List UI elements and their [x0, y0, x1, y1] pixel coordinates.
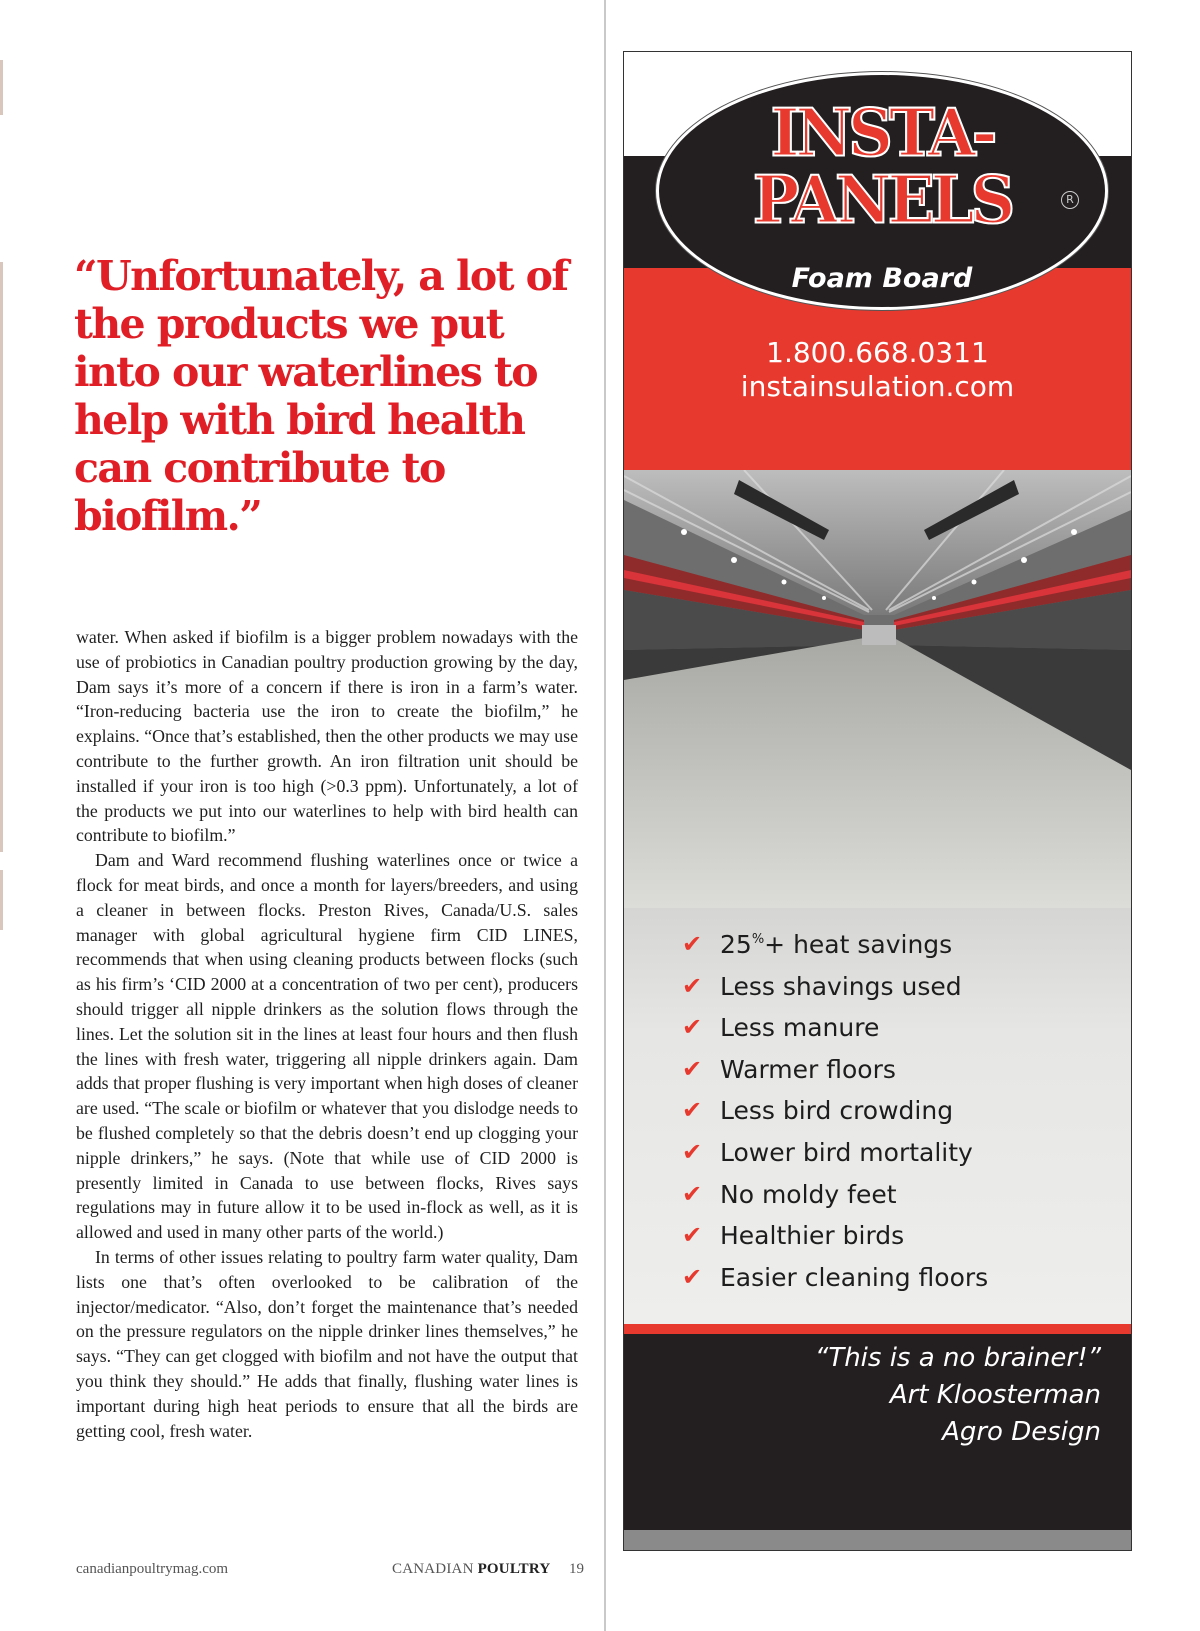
insta-panels-advertisement[interactable] — [623, 51, 1132, 1551]
magazine-name-light: CANADIAN — [392, 1561, 474, 1577]
benefit-text: Healthier birds — [720, 1221, 905, 1251]
check-icon: ✔ — [682, 930, 703, 958]
logo-line-1: INSTA- — [770, 94, 994, 172]
insta-panels-logo — [659, 94, 1105, 239]
pull-quote: “Unfortunately, a lot of the products we put into our waterlines to help with bird health can contribute to biofilm.” — [74, 252, 568, 540]
article-paragraph: water. When asked if biofilm is a bigger problem nowadays with the use of probiotics in Canadian poultry production growing by the day, Dam says it’s more of a concern if there is iron in a farm’s water. “Iron-reducing bacteria use the iron to create the biofilm,” he explains. “Once that’s established, then the other products we may use contribute to the further growth. An iron filtration unit should be installed if your iron is too high (>0.3 ppm). Unfortunately, a lot of the products we put into our waterlines to help with bird health can contribute to biofilm.” — [76, 627, 578, 846]
benefit-text: No moldy feet — [720, 1179, 897, 1209]
page-number: 19 — [569, 1561, 584, 1577]
barn-interior-photo — [624, 470, 1131, 908]
check-icon: ✔ — [682, 1179, 703, 1208]
check-icon: ✔ — [682, 1096, 703, 1125]
logo-line-2: PANELS — [752, 161, 1012, 239]
benefit-item — [682, 966, 988, 1008]
check-icon: ✔ — [682, 1013, 703, 1042]
benefit-text: Less shavings used — [720, 971, 962, 1001]
benefit-text: Less manure — [720, 1013, 880, 1043]
benefit-value: 25 — [720, 930, 752, 959]
footer-website-link[interactable]: canadianpoultrymag.com — [76, 1561, 229, 1577]
check-icon: ✔ — [682, 1221, 703, 1250]
ad-benefits-list — [682, 924, 989, 1298]
article-paragraph: Dam and Ward recommend flushing waterlines once or twice a flock for meat birds, and once a month for layers/breeders, and using a cleaner in between flocks. Preston Rives, Canada/U.S. sales manager with global agricultural hygiene firm CID LINES, recommends that when using cleaning products between flocks (such as his firm’s ‘CID 2000 at a concentration of two per cent), producers should trigger all nipple drinkers as the solution flows through the lines. Let the solution sit in the lines at least four hours and then flush the lines with fresh water, triggering all nipple drinkers again. Dam adds that proper flushing is very important when high doses of cleaner are used. “The scale or biofilm or whatever that you dislodge needs to be flushed completely so that the debris doesn’t end up clogging your nipple drinkers,” he says. (Note that while use of CID 2000 is presently limited in Canada to use between flocks, Rives says regulations may in future allow it to be used in-flock as well, as it is allowed and used in many other parts of the world.) — [76, 850, 578, 1243]
testimonial-company: Agro Design — [942, 1417, 1101, 1447]
testimonial-name: Art Kloosterman — [889, 1380, 1101, 1410]
check-icon: ✔ — [682, 971, 703, 1000]
benefit-item — [682, 1090, 988, 1132]
benefit-text: + heat savings — [764, 930, 953, 959]
check-icon: ✔ — [682, 1262, 703, 1291]
ad-phone-number[interactable]: 1.800.668.0311 — [766, 336, 989, 369]
benefit-item — [682, 1215, 988, 1257]
benefit-text: Less bird crowding — [720, 1096, 954, 1126]
ad-divider — [624, 1324, 1131, 1334]
ad-testimonial — [815, 1340, 1101, 1451]
benefit-item — [682, 1007, 988, 1049]
benefit-item — [682, 1257, 989, 1299]
ad-tagline: Foam Board — [791, 263, 973, 294]
benefit-text: Easier cleaning floors — [720, 1262, 989, 1292]
footer-magazine-name — [392, 1561, 550, 1578]
ad-logo-oval — [656, 72, 1108, 310]
column-gutter — [604, 0, 606, 1631]
page-edge-mark — [0, 262, 3, 852]
registered-mark-icon: R — [1061, 191, 1079, 209]
benefit-text: Warmer floors — [720, 1054, 896, 1084]
benefit-item — [682, 1174, 988, 1216]
benefit-item — [682, 1049, 988, 1091]
article-paragraph: In terms of other issues relating to poultry farm water quality, Dam lists one that’s often overlooked to be calibration of the injector/medicator. “Also, don’t forget the maintenance that’s needed on the pressure regulators on the nipple drinker lines themselves,” he says. “They can get clogged with biofilm and not have the output that you think they should.” He adds that finally, flushing water lines is important during high heat periods to ensure that all the birds are getting cool, fresh water. — [76, 1246, 578, 1441]
ad-website-link[interactable]: instainsulation.com — [740, 370, 1015, 403]
article-body — [76, 625, 578, 1443]
benefit-item — [682, 1132, 988, 1174]
benefit-percent: % — [751, 932, 765, 947]
ad-footer-strip — [624, 1530, 1131, 1550]
benefit-text: Lower bird mortality — [720, 1137, 973, 1167]
page-edge-mark — [0, 60, 3, 115]
magazine-name-bold: POULTRY — [477, 1561, 551, 1577]
check-icon: ✔ — [682, 1137, 703, 1166]
page-edge-mark — [0, 870, 3, 930]
testimonial-quote: “This is a no brainer!” — [814, 1343, 1101, 1373]
benefit-item — [682, 924, 988, 966]
check-icon: ✔ — [682, 1054, 703, 1083]
